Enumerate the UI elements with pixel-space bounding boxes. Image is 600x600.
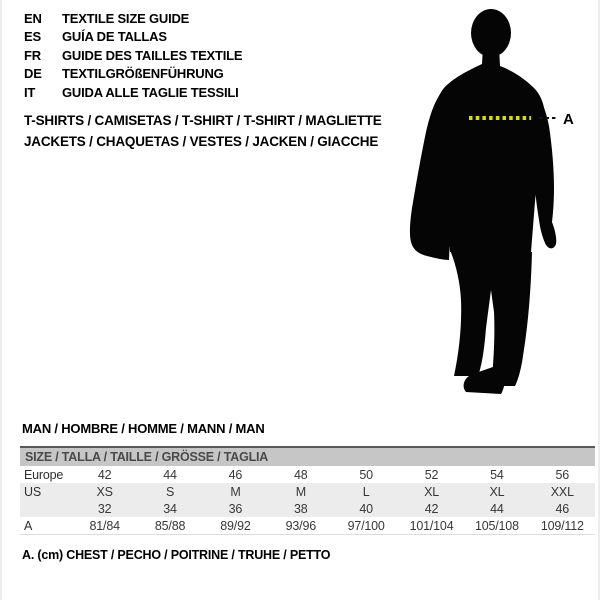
man-silhouette: [410, 9, 556, 394]
size-cell: 42: [97, 467, 112, 482]
size-cell: 46: [228, 467, 243, 482]
size-cell: 56: [555, 467, 570, 482]
language-code: FR: [24, 47, 41, 63]
measure-label: A: [563, 111, 574, 128]
language-row: [24, 65, 242, 83]
language-title: TEXTILE SIZE GUIDE: [62, 11, 190, 26]
size-row-label: [20, 500, 72, 517]
size-cell: 38: [268, 500, 333, 517]
size-cell: XL: [464, 483, 529, 500]
size-cell: 40: [334, 500, 399, 517]
size-table-body: [20, 466, 595, 535]
category-list: [24, 110, 382, 152]
size-cell: 42: [399, 500, 464, 517]
size-cell: M: [203, 483, 268, 500]
size-cell: XL: [399, 483, 464, 500]
size-cell: 89/92: [220, 518, 251, 533]
language-row: [24, 47, 242, 65]
language-title: GUIDA ALLE TAGLIE TESSILI: [62, 84, 239, 100]
size-cell: L: [334, 483, 399, 500]
size-cell: 48: [294, 467, 308, 482]
size-cell: 93/96: [285, 518, 316, 533]
size-cell: 101/104: [409, 518, 454, 533]
size-cell: 50: [359, 467, 373, 482]
size-table: [20, 446, 595, 535]
language-row: [24, 84, 242, 102]
size-cell: 32: [72, 500, 137, 517]
category-line: JACKETS / CHAQUETAS / VESTES / JACKEN / GIACCHE: [24, 134, 379, 149]
size-cell: XS: [72, 483, 137, 500]
measurement-footnote: A. (cm) CHEST / PECHO / POITRINE / TRUHE / PETTO: [22, 548, 331, 562]
size-cell: 44: [464, 500, 529, 517]
size-cell: 36: [203, 500, 268, 517]
language-row: [24, 28, 242, 46]
size-cell: XXL: [530, 483, 595, 500]
size-cell: 44: [163, 467, 177, 482]
size-cell: 34: [137, 500, 202, 517]
size-cell: 52: [424, 467, 439, 482]
size-cell: S: [137, 483, 202, 500]
size-table-row: [20, 517, 595, 535]
size-table-header-row: [20, 447, 595, 466]
language-list: [24, 10, 242, 102]
size-cell: 85/88: [154, 518, 186, 533]
size-row-label: US: [20, 483, 72, 500]
man-figure: [405, 6, 600, 400]
size-table-row: [20, 500, 595, 517]
size-cell: 109/112: [540, 518, 584, 533]
size-row-label: A: [24, 518, 33, 533]
language-code: IT: [24, 84, 36, 100]
language-title: TEXTILGRÖßENFÜHRUNG: [62, 66, 224, 82]
size-cell: 54: [490, 467, 504, 482]
language-row: [24, 10, 242, 28]
size-table-header: SIZE / TALLA / TAILLE / GRÖSSE / TAGLIA: [20, 447, 595, 466]
language-code: EN: [24, 11, 42, 26]
size-cell: 105/108: [475, 518, 519, 533]
language-title: GUIDE DES TAILLES TEXTILE: [62, 47, 243, 63]
size-cell: 46: [530, 500, 595, 517]
language-code: DE: [24, 66, 42, 82]
language-title: GUÍA DE TALLAS: [62, 29, 167, 45]
size-cell: 97/100: [347, 518, 385, 533]
category-line: T-SHIRTS / CAMISETAS / T-SHIRT / T-SHIRT / MAGLIETTE: [24, 113, 382, 128]
size-cell: M: [268, 483, 333, 500]
section-title: MAN / HOMBRE / HOMME / MANN / MAN: [22, 421, 265, 436]
size-row-label: Europe: [24, 467, 64, 482]
language-code: ES: [24, 29, 41, 45]
size-table-row: [20, 483, 595, 500]
size-table-row: [20, 466, 595, 483]
size-cell: 81/84: [89, 518, 120, 533]
